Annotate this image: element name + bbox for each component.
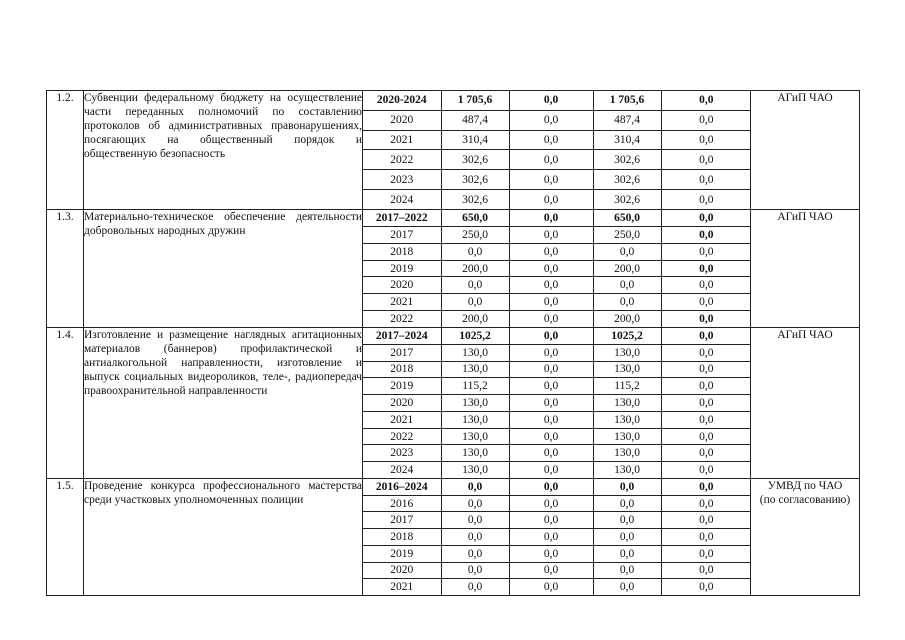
amount-cell: 0,0 [593, 512, 661, 529]
amount-cell: 0,0 [441, 495, 509, 512]
amount-cell: 0,0 [509, 190, 593, 209]
period-cell: 2017 [363, 226, 441, 243]
amount-cell: 0,0 [441, 479, 509, 495]
period-cell: 2020-2024 [363, 91, 441, 110]
amount-cell: 130,0 [441, 344, 509, 361]
amount-cell: 0,0 [661, 91, 751, 110]
program-table [46, 90, 860, 596]
period-cell: 2023 [363, 445, 441, 462]
amount-cell: 0,0 [661, 378, 751, 395]
period-cell: 2020 [363, 562, 441, 579]
amount-cell: 650,0 [593, 210, 661, 226]
period-cell: 2019 [363, 545, 441, 562]
amount-cell: 487,4 [441, 110, 509, 130]
funding-year-row [363, 344, 751, 361]
funding-year-row [363, 512, 751, 529]
amount-cell: 0,0 [593, 294, 661, 311]
funding-year-row [363, 495, 751, 512]
funding-year-row [363, 130, 751, 150]
period-cell: 2021 [363, 411, 441, 428]
amount-cell: 0,0 [661, 277, 751, 294]
amount-cell: 130,0 [441, 428, 509, 445]
amount-cell: 0,0 [593, 545, 661, 562]
amount-cell: 0,0 [441, 277, 509, 294]
amount-cell: 0,0 [441, 562, 509, 579]
amount-cell: 0,0 [441, 294, 509, 311]
amount-cell: 250,0 [441, 226, 509, 243]
funding-year-row [363, 260, 751, 277]
amount-cell: 302,6 [593, 170, 661, 190]
amount-cell: 0,0 [661, 395, 751, 412]
period-cell: 2017 [363, 344, 441, 361]
amount-cell: 0,0 [661, 512, 751, 529]
amount-cell: 0,0 [593, 243, 661, 260]
amount-cell: 0,0 [661, 495, 751, 512]
section-row [47, 479, 860, 596]
amount-cell: 0,0 [661, 311, 751, 327]
amount-cell: 0,0 [509, 512, 593, 529]
amount-cell: 0,0 [661, 344, 751, 361]
period-cell: 2022 [363, 150, 441, 170]
responsible-executor [751, 479, 860, 596]
funding-cell [363, 328, 751, 479]
amount-cell: 1 705,6 [593, 91, 661, 110]
period-cell: 2022 [363, 311, 441, 327]
amount-cell: 0,0 [509, 277, 593, 294]
period-cell: 2019 [363, 378, 441, 395]
amount-cell: 0,0 [509, 445, 593, 462]
item-description: Проведение конкурса профессионального мастерства среди участковых уполномоченных полиции [84, 479, 363, 596]
section-row [47, 328, 860, 479]
amount-cell: 0,0 [661, 243, 751, 260]
funding-total-row [363, 91, 751, 110]
item-number: 1.5. [47, 479, 84, 596]
amount-cell: 0,0 [509, 210, 593, 226]
funding-table [363, 210, 751, 327]
funding-year-row [363, 579, 751, 595]
funding-year-row [363, 462, 751, 478]
amount-cell: 0,0 [661, 328, 751, 344]
amount-cell: 302,6 [441, 170, 509, 190]
amount-cell: 0,0 [509, 545, 593, 562]
amount-cell: 200,0 [593, 311, 661, 327]
funding-total-row [363, 328, 751, 344]
amount-cell: 0,0 [661, 529, 751, 546]
period-cell: 2019 [363, 260, 441, 277]
amount-cell: 0,0 [509, 462, 593, 478]
amount-cell: 0,0 [509, 311, 593, 327]
amount-cell: 0,0 [441, 579, 509, 595]
amount-cell: 1025,2 [441, 328, 509, 344]
amount-cell: 0,0 [509, 91, 593, 110]
item-number: 1.2. [47, 91, 84, 210]
amount-cell: 130,0 [441, 411, 509, 428]
funding-year-row [363, 170, 751, 190]
item-description: Субвенции федеральному бюджету на осуществление части переданных полномочий по составлению протоколов об административных правонарушениях, посягающих на общественный порядок и общественную безопасность [84, 91, 363, 210]
funding-year-row [363, 294, 751, 311]
amount-cell: 0,0 [509, 130, 593, 150]
amount-cell: 0,0 [593, 277, 661, 294]
amount-cell: 0,0 [661, 150, 751, 170]
amount-cell: 0,0 [509, 562, 593, 579]
section-row [47, 91, 860, 210]
amount-cell: 0,0 [661, 110, 751, 130]
amount-cell: 0,0 [661, 190, 751, 209]
amount-cell: 0,0 [509, 328, 593, 344]
amount-cell: 0,0 [509, 579, 593, 595]
amount-cell: 0,0 [441, 545, 509, 562]
amount-cell: 130,0 [593, 462, 661, 478]
amount-cell: 130,0 [593, 411, 661, 428]
amount-cell: 200,0 [441, 311, 509, 327]
funding-year-row [363, 411, 751, 428]
amount-cell: 0,0 [509, 110, 593, 130]
funding-total-row [363, 479, 751, 495]
amount-cell: 0,0 [509, 529, 593, 546]
amount-cell: 0,0 [509, 395, 593, 412]
amount-cell: 0,0 [661, 260, 751, 277]
amount-cell: 0,0 [593, 479, 661, 495]
amount-cell: 0,0 [661, 294, 751, 311]
amount-cell: 130,0 [441, 462, 509, 478]
funding-total-row [363, 210, 751, 226]
amount-cell: 302,6 [441, 190, 509, 209]
amount-cell: 0,0 [509, 294, 593, 311]
amount-cell: 310,4 [593, 130, 661, 150]
amount-cell: 0,0 [661, 361, 751, 378]
period-cell: 2017 [363, 512, 441, 529]
amount-cell: 0,0 [661, 170, 751, 190]
responsible-executor: АГиП ЧАО [751, 328, 860, 479]
amount-cell: 0,0 [661, 579, 751, 595]
amount-cell: 0,0 [441, 529, 509, 546]
section-row [47, 210, 860, 328]
period-cell: 2020 [363, 277, 441, 294]
amount-cell: 0,0 [593, 495, 661, 512]
amount-cell: 0,0 [441, 243, 509, 260]
amount-cell: 0,0 [509, 344, 593, 361]
period-cell: 2020 [363, 110, 441, 130]
amount-cell: 200,0 [441, 260, 509, 277]
funding-year-row [363, 562, 751, 579]
period-cell: 2018 [363, 361, 441, 378]
funding-year-row [363, 277, 751, 294]
item-description: Изготовление и размещение наглядных агитационных материалов (баннеров) профилактической и антиалкогольной направленности, изготовление и выпуск социальных видеороликов, теле-, радиопередач правоохранительной направленности [84, 328, 363, 479]
amount-cell: 0,0 [661, 445, 751, 462]
period-cell: 2020 [363, 395, 441, 412]
amount-cell: 1 705,6 [441, 91, 509, 110]
amount-cell: 0,0 [593, 529, 661, 546]
period-cell: 2016–2024 [363, 479, 441, 495]
amount-cell: 0,0 [509, 378, 593, 395]
period-cell: 2018 [363, 529, 441, 546]
amount-cell: 130,0 [593, 428, 661, 445]
amount-cell: 0,0 [509, 260, 593, 277]
item-number: 1.4. [47, 328, 84, 479]
funding-year-row [363, 150, 751, 170]
amount-cell: 130,0 [441, 395, 509, 412]
amount-cell: 130,0 [593, 395, 661, 412]
amount-cell: 0,0 [509, 479, 593, 495]
period-cell: 2016 [363, 495, 441, 512]
period-cell: 2024 [363, 462, 441, 478]
funding-year-row [363, 243, 751, 260]
amount-cell: 302,6 [593, 150, 661, 170]
amount-cell: 200,0 [593, 260, 661, 277]
funding-cell [363, 479, 751, 596]
executor-note: (по согласованию) [759, 494, 851, 506]
funding-cell [363, 210, 751, 328]
amount-cell: 0,0 [661, 411, 751, 428]
funding-year-row [363, 378, 751, 395]
period-cell: 2017–2024 [363, 328, 441, 344]
funding-year-row [363, 428, 751, 445]
amount-cell: 115,2 [593, 378, 661, 395]
amount-cell: 0,0 [593, 579, 661, 595]
amount-cell: 0,0 [661, 428, 751, 445]
amount-cell: 0,0 [661, 210, 751, 226]
funding-year-row [363, 361, 751, 378]
period-cell: 2023 [363, 170, 441, 190]
amount-cell: 0,0 [593, 562, 661, 579]
amount-cell: 0,0 [661, 562, 751, 579]
responsible-executor: АГиП ЧАО [751, 91, 860, 210]
amount-cell: 302,6 [441, 150, 509, 170]
period-cell: 2021 [363, 579, 441, 595]
period-cell: 2024 [363, 190, 441, 209]
amount-cell: 130,0 [593, 344, 661, 361]
funding-year-row [363, 311, 751, 327]
funding-year-row [363, 110, 751, 130]
amount-cell: 0,0 [441, 512, 509, 529]
amount-cell: 0,0 [661, 545, 751, 562]
amount-cell: 130,0 [593, 361, 661, 378]
period-cell: 2021 [363, 130, 441, 150]
amount-cell: 115,2 [441, 378, 509, 395]
amount-cell: 0,0 [509, 226, 593, 243]
amount-cell: 302,6 [593, 190, 661, 209]
amount-cell: 0,0 [509, 170, 593, 190]
amount-cell: 650,0 [441, 210, 509, 226]
amount-cell: 0,0 [661, 226, 751, 243]
funding-year-row [363, 529, 751, 546]
item-number: 1.3. [47, 210, 84, 328]
funding-cell [363, 91, 751, 210]
period-cell: 2022 [363, 428, 441, 445]
amount-cell: 0,0 [661, 130, 751, 150]
period-cell: 2017–2022 [363, 210, 441, 226]
funding-table [363, 91, 751, 209]
funding-year-row [363, 226, 751, 243]
amount-cell: 130,0 [441, 361, 509, 378]
amount-cell: 0,0 [509, 428, 593, 445]
amount-cell: 310,4 [441, 130, 509, 150]
amount-cell: 0,0 [509, 243, 593, 260]
amount-cell: 0,0 [661, 462, 751, 478]
funding-year-row [363, 445, 751, 462]
funding-year-row [363, 545, 751, 562]
amount-cell: 0,0 [509, 495, 593, 512]
amount-cell: 250,0 [593, 226, 661, 243]
period-cell: 2018 [363, 243, 441, 260]
executor-line: УМВД по ЧАО [767, 480, 843, 492]
item-description: Материально-техническое обеспечение деятельности добровольных народных дружин [84, 210, 363, 328]
responsible-executor: АГиП ЧАО [751, 210, 860, 328]
amount-cell: 0,0 [509, 411, 593, 428]
amount-cell: 130,0 [593, 445, 661, 462]
funding-table [363, 328, 751, 478]
period-cell: 2021 [363, 294, 441, 311]
amount-cell: 0,0 [661, 479, 751, 495]
funding-year-row [363, 395, 751, 412]
funding-table [363, 479, 751, 595]
amount-cell: 130,0 [441, 445, 509, 462]
amount-cell: 1025,2 [593, 328, 661, 344]
funding-year-row [363, 190, 751, 209]
amount-cell: 0,0 [509, 150, 593, 170]
amount-cell: 0,0 [509, 361, 593, 378]
amount-cell: 487,4 [593, 110, 661, 130]
